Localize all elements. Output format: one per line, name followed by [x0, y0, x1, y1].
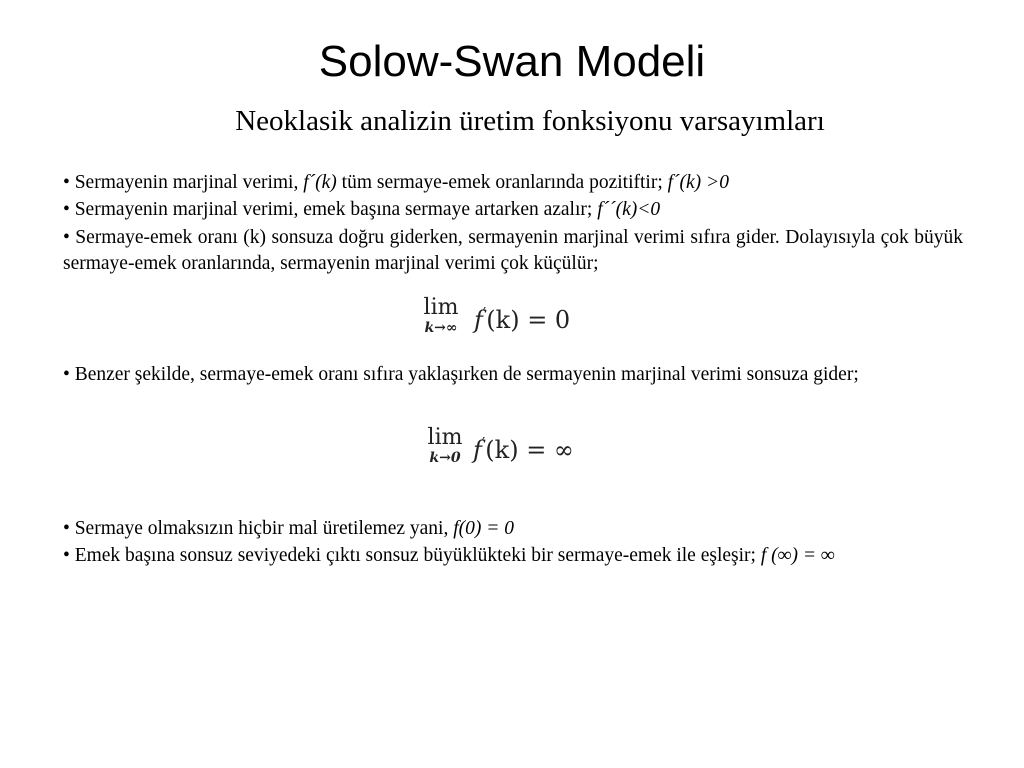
limit-word: lim [427, 425, 463, 450]
bullet-text: • Sermaye olmaksızın hiçbir mal üretilemez yani, [63, 518, 454, 539]
bullet-infinite-output [63, 543, 993, 569]
limit-subscript: k→∞ [424, 320, 458, 336]
function-symbol: f [473, 436, 482, 464]
bullet-text: • Sermayenin marjinal verimi, emek başına sermaye artarken azalır; [63, 199, 598, 220]
limit-expression: (k) = 0 [486, 306, 571, 334]
limit-body [473, 428, 574, 465]
bullet-positive-marginal-product [63, 170, 963, 196]
slide-subtitle: Neoklasik analizin üretim fonksiyonu varsayımları [235, 105, 825, 137]
limit-operator [423, 426, 467, 466]
prime-mark: ′ [481, 434, 486, 452]
formula-limit-zero [423, 426, 623, 476]
math-f-of-zero: f(0) = 0 [453, 518, 515, 539]
bullet-diminishing-returns [63, 197, 963, 223]
math-second-derivative-negative: f´´(k)<0 [597, 199, 661, 220]
limit-body [474, 298, 570, 335]
slide-title: Solow-Swan Modeli [318, 37, 706, 86]
bullet-text: tüm sermaye-emek oranlarında pozitiftir; [336, 172, 668, 193]
bullet-inada-infinity: • Sermaye-emek oranı (k) sonsuza doğru giderken, sermayenin marjinal verimi sıfıra gider. Dolayısıyla çok büyük sermaye-emek oranlarında, sermayenin marjinal verimi çok küçülür; [63, 227, 963, 274]
limit-operator [416, 296, 466, 336]
bullet-text: • Sermayenin marjinal verimi, [63, 172, 304, 193]
bullet-zero-capital [63, 516, 963, 542]
prime-mark: ′ [482, 304, 487, 322]
limit-expression: (k) = ∞ [485, 436, 574, 464]
limit-subscript: k→0 [429, 450, 461, 466]
bullet-text: • Emek başına sonsuz seviyedeki çıktı sonsuz büyüklükteki bir sermaye-emek ile eşleşir; [63, 545, 761, 566]
function-symbol: f [474, 306, 483, 334]
limit-word: lim [423, 295, 459, 320]
math-first-derivative-positive: f´(k) >0 [667, 172, 729, 193]
formula-limit-infinity [416, 296, 616, 346]
math-f-of-infinity: f (∞) = ∞ [760, 545, 835, 566]
math-first-derivative: f´(k) [303, 172, 337, 193]
bullet-inada-zero: • Benzer şekilde, sermaye-emek oranı sıfıra yaklaşırken de sermayenin marjinal verimi sonsuza gider; [63, 364, 859, 385]
